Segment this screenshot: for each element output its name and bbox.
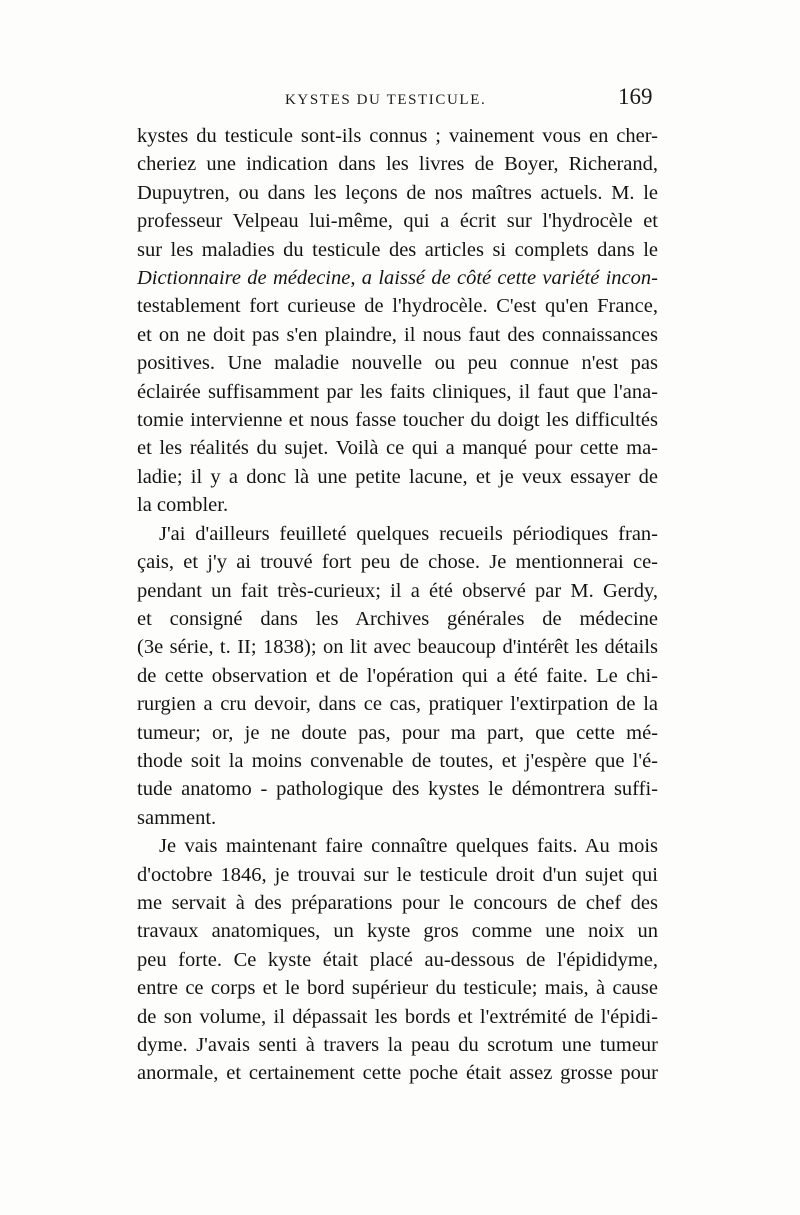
text-line: kystes du testicule sont-ils connus ; vainement vous en cher- <box>137 125 658 147</box>
text-line: samment. <box>137 806 217 829</box>
text-line: çais, et j'y ai trouvé fort peu de chose. Je mentionnerai ce- <box>137 551 658 574</box>
text-line: éclairée suffisamment par les faits cliniques, il faut que l'ana- <box>137 380 658 403</box>
text-line: Je vais maintenant faire connaître quelques faits. Au mois <box>159 835 658 858</box>
text-line: anormale, et certainement cette poche était assez grosse pour <box>137 1062 658 1085</box>
text-line: Dupuytren, ou dans les leçons de nos maîtres actuels. M. le <box>137 181 658 204</box>
text-line: ladie; il y a donc là une petite lacune, et je veux essayer de <box>137 465 658 488</box>
text-line: positives. Une maladie nouvelle ou peu connue n'est pas <box>137 352 658 375</box>
text-line: sur les maladies du testicule des articles si complets dans le <box>137 238 658 261</box>
text-line: pendant un fait très-curieux; il a été observé par M. Gerdy, <box>137 579 658 602</box>
text-line: et consigné dans les Archives générales de médecine <box>137 607 658 630</box>
text-line: professeur Velpeau lui-même, qui a écrit sur l'hydrocèle et <box>137 210 658 233</box>
text-line: travaux anatomiques, un kyste gros comme une noix un <box>137 920 658 943</box>
text-line: tomie intervienne et nous fasse toucher du doigt les difficultés <box>137 409 658 432</box>
body-text <box>137 122 658 1088</box>
text-line: de son volume, il dépassait les bords et l'extrémité de l'épidi- <box>137 1005 658 1028</box>
text-line: cheriez une indication dans les livres de Boyer, Richerand, <box>137 153 658 176</box>
text-line: testablement fort curieuse de l'hydrocèle. C'est qu'en France, <box>137 295 658 318</box>
text-line: me servait à des préparations pour le concours de chef des <box>137 891 658 914</box>
text-line: thode soit la moins convenable de toutes, et j'espère que l'é- <box>137 749 658 772</box>
page-number: 169 <box>618 84 653 109</box>
text-line: entre ce corps et le bord supérieur du testicule; mais, à cause <box>137 977 658 1000</box>
text-line: d'octobre 1846, je trouvai sur le testicule droit d'un sujet qui <box>137 863 658 886</box>
text-line: et les réalités du sujet. Voilà ce qui a manqué pour cette ma- <box>137 437 658 460</box>
paragraph-1 <box>137 122 658 520</box>
text-line: de cette observation et de l'opération qui a été faite. Le chi- <box>137 664 658 687</box>
text-line: dyme. J'avais senti à travers la peau du scrotum une tumeur <box>137 1034 658 1056</box>
paragraph-2 <box>137 520 658 832</box>
text-line: peu forte. Ce kyste était placé au-dessous de l'épididyme, <box>137 948 658 971</box>
text-line: Dictionnaire de médecine, a laissé de côté cette variété incon- <box>137 267 658 290</box>
paragraph-3 <box>137 832 658 1088</box>
text-line: tude anatomo - pathologique des kystes le démontrera suffi- <box>137 778 658 801</box>
text-line: tumeur; or, je ne doute pas, pour ma part, que cette mé- <box>137 721 658 744</box>
text-line: la combler. <box>137 494 229 517</box>
running-head: KYSTES DU TESTICULE. <box>285 92 487 108</box>
text-line: rurgien a cru devoir, dans ce cas, pratiquer l'extirpation de la <box>137 693 658 716</box>
text-line: (3e série, t. II; 1838); on lit avec beaucoup d'intérêt les détails <box>137 636 658 659</box>
text-line: et on ne doit pas s'en plaindre, il nous faut des connaissances <box>137 323 658 346</box>
text-line: J'ai d'ailleurs feuilleté quelques recueils périodiques fran- <box>159 522 658 545</box>
